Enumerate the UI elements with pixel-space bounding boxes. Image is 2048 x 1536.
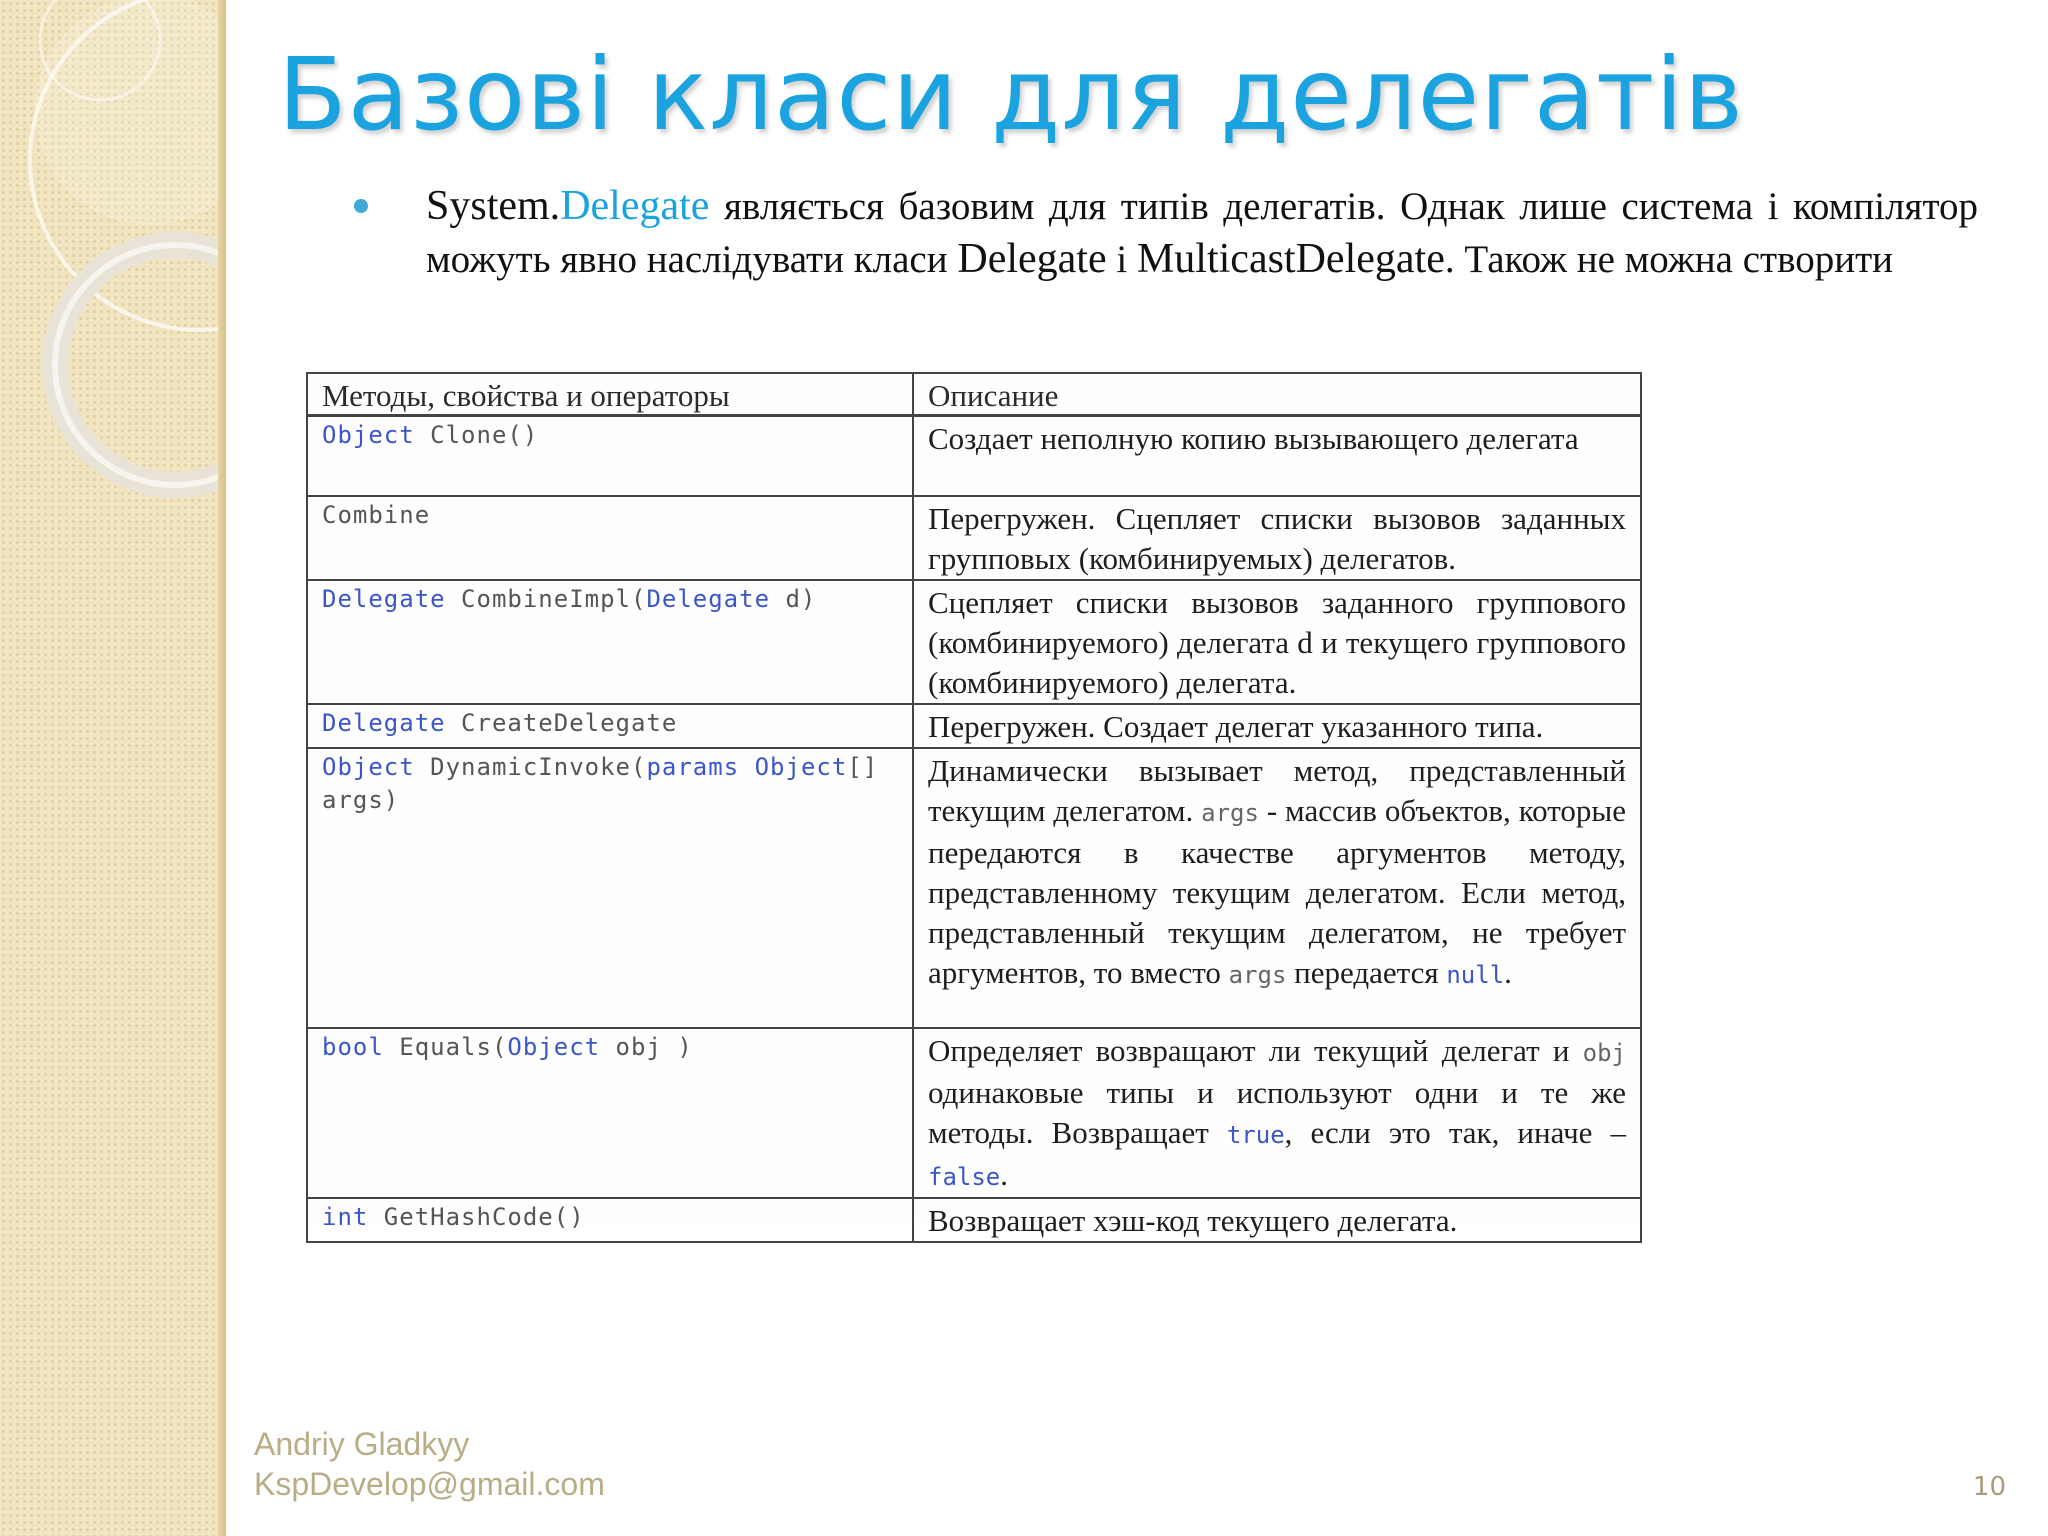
code-keyword: bool [322,1032,384,1061]
code-keyword: Delegate [322,584,446,613]
method-signature [307,1198,913,1242]
slide-title: Базові класи для делегатів [278,36,1744,153]
methods-table-image [306,372,1642,1238]
method-signature [307,1028,913,1198]
description-text: . [1000,1156,1008,1192]
table-row [307,1198,1641,1242]
method-signature [307,496,913,580]
method-signature [307,748,913,1028]
code-text: obj ) [600,1032,693,1061]
method-description [913,496,1641,580]
code-text: Equals( [383,1032,508,1061]
decorative-side-band [0,0,226,1536]
inline-code: args [1201,798,1259,827]
code-keyword: Object [507,1032,601,1061]
inline-code: true [1226,1120,1285,1149]
code-text: Combine [322,500,431,529]
code-keyword: Object [322,752,415,781]
table-row [307,704,1641,748]
code-keyword: Object [754,752,848,781]
method-description [913,748,1641,1028]
inline-code: false [928,1162,1001,1191]
code-keyword: Delegate [646,584,771,613]
table-row [307,580,1641,704]
method-signature [307,580,913,704]
bullet-delegate-class: Delegate [957,236,1107,282]
code-keyword: params [646,752,740,781]
code-text: CombineImpl( [445,584,647,613]
footer-author: Andriy Gladkyy [254,1426,470,1462]
method-description [913,1198,1641,1242]
bullet-conjunction: і [1106,238,1137,281]
method-description [913,416,1641,496]
bullet-dot-icon [354,199,368,213]
bullet-body: являється базовим для типів делегатів. Однак лише система і компілятор можуть явно наслідувати класи [426,185,1978,281]
method-signature [307,416,913,496]
description-text: Динамически вызывает метод, представленный текущим делегатом. [928,752,1626,828]
inline-code: obj [1582,1038,1626,1067]
code-text: DynamicInvoke( [414,752,647,781]
code-text: d) [770,584,817,613]
header-description: Описание [913,373,1641,416]
description-text: - массив объектов, которые передаются в качестве аргументов методу, представленному текущим делегатом. Если метод, представленный текущим делегатом, не требует аргументов, то вместо [928,792,1626,990]
bullet-delegate-highlight: Delegate [560,183,710,229]
description-text: Создает неполную копию вызывающего делегата [928,421,1579,456]
code-keyword: Delegate [322,708,446,737]
code-text: Clone() [414,421,539,449]
code-text: CreateDelegate [445,708,678,737]
inline-code: null [1446,960,1505,989]
description-text: , если это так, иначе – [1284,1114,1626,1150]
methods-table [306,372,1642,1243]
table-row [307,1028,1641,1198]
footer-email: KspDevelop@gmail.com [254,1466,605,1502]
code-keyword: Object [322,421,415,449]
code-text [739,753,754,781]
method-description [913,704,1641,748]
description-text: Перегружен. Сцепляет списки вызовов заданных групповых (комбинируемых) делегатов. [928,500,1626,576]
method-description [913,1028,1641,1198]
bullet-multicast-class: MulticastDelegate [1136,236,1445,282]
decorative-circles-graphic [0,0,226,1536]
description-text: . [1504,954,1512,990]
table-row [307,748,1641,1028]
description-text: одинаковые типы и используют одни и те же методы. Возвращает [928,1074,1626,1150]
bullet-tail: . Також не можна створити [1444,238,1894,281]
description-text: Определяет возвращают ли текущий делегат и [928,1032,1583,1068]
table-row [307,416,1641,496]
description-text: Перегружен. Создает делегат указанного типа. [928,708,1544,744]
description-text: передается [1286,954,1447,990]
table-header-row [307,373,1641,416]
table-body [307,416,1641,1242]
table-row [307,496,1641,580]
code-keyword: int [322,1202,369,1231]
method-signature [307,704,913,748]
header-methods: Методы, свойства и операторы [307,373,913,416]
description-text: Сцепляет списки вызовов заданного группового (комбинируемого) делегата d и текущего группового (комбинируемого) делегата. [928,584,1626,700]
description-text: Возвращает хэш-код текущего делегата. [928,1202,1458,1238]
bullet-system: System. [426,183,561,229]
page-number: 10 [1972,1472,2006,1502]
code-text: [] args) [322,752,879,814]
band-edge [218,0,226,1536]
code-text: GetHashCode() [368,1202,585,1231]
method-description [913,580,1641,704]
footer [254,1424,605,1504]
inline-code: args [1228,960,1287,989]
bullet-text [426,180,1978,286]
